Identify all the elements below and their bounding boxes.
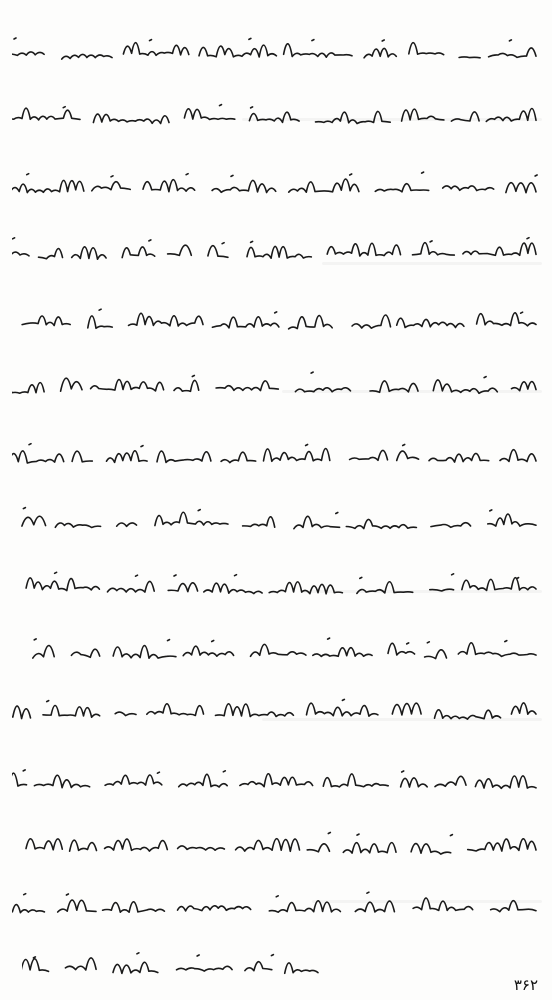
handwritten-word (375, 184, 428, 192)
diacritic-dot (402, 771, 404, 772)
handwritten-word (147, 704, 204, 716)
manuscript-line (12, 95, 540, 125)
handwritten-word (88, 316, 113, 328)
diacritic-dot (141, 446, 143, 447)
handwritten-word (468, 839, 536, 851)
handwritten-word (413, 243, 455, 255)
diacritic-dot (403, 445, 405, 446)
handwritten-word (486, 109, 536, 122)
diacritic-dot (192, 376, 194, 377)
diacritic-dot (505, 641, 507, 642)
handwritten-word (107, 451, 148, 463)
diacritic-dot (306, 445, 308, 446)
handwritten-word (221, 452, 256, 462)
handwritten-word (177, 966, 233, 971)
handwritten-word (289, 179, 359, 192)
handwritten-word (12, 108, 80, 120)
handwritten-word (289, 316, 333, 329)
diacritic-dot (235, 575, 237, 576)
diacritic-dot (521, 312, 523, 313)
handwritten-word (43, 705, 100, 717)
handwritten-word (12, 773, 27, 786)
diacritic-dot (198, 510, 200, 511)
handwritten-word (123, 43, 188, 56)
diacritic-dot (357, 834, 359, 835)
handwritten-word (357, 582, 413, 594)
handwritten-word (251, 644, 306, 656)
handwritten-word (178, 906, 251, 911)
diacritic-dot (27, 174, 29, 175)
handwritten-word (212, 317, 279, 328)
handwritten-word (355, 901, 394, 912)
handwritten-word (26, 578, 99, 591)
diacritic-dot (197, 955, 199, 956)
handwritten-word (392, 703, 421, 715)
diacritic-dot (509, 40, 511, 41)
handwritten-word (491, 901, 536, 912)
handwritten-word (12, 451, 64, 463)
diacritic-dot (342, 699, 344, 700)
diacritic-dot (312, 40, 314, 41)
handwritten-word (249, 112, 299, 122)
handwritten-word (113, 646, 176, 659)
handwritten-word (397, 451, 419, 460)
diacritic-dot (222, 243, 224, 244)
diacritic-dot (249, 38, 251, 39)
diacritic-dot (276, 896, 278, 897)
handwritten-word (435, 710, 501, 719)
handwritten-word (352, 315, 390, 328)
diacritic-dot (23, 770, 25, 771)
manuscript-line (12, 690, 540, 720)
handwritten-word (409, 43, 444, 55)
handwritten-word (155, 512, 228, 525)
handwritten-word (71, 649, 99, 657)
handwritten-word (506, 183, 536, 193)
diacritic-dot (63, 107, 65, 108)
handwritten-word (103, 902, 165, 912)
diacritic-dot (452, 574, 454, 575)
handwritten-word (431, 523, 471, 528)
handwritten-word (243, 517, 275, 527)
handwritten-word (264, 449, 330, 462)
handwritten-word (174, 380, 199, 391)
handwritten-word (364, 48, 396, 57)
handwritten-word (93, 114, 169, 123)
handwritten-word (184, 109, 234, 120)
handwritten-word (247, 246, 311, 258)
diacritic-dot (34, 639, 36, 640)
handwritten-word (430, 589, 454, 591)
handwritten-word (294, 516, 340, 528)
handwritten-word (245, 962, 272, 971)
diacritic-dot (33, 957, 35, 958)
handwritten-word (343, 843, 396, 853)
diacritic-dot (66, 894, 68, 895)
handwritten-word (489, 48, 536, 57)
handwritten-word (475, 776, 536, 788)
page-number: ۳۶۲ (513, 976, 538, 994)
handwritten-word (462, 578, 536, 591)
diacritic-dot (422, 172, 424, 173)
manuscript-line (12, 30, 540, 60)
manuscript-line (12, 300, 540, 330)
diacritic-dot (24, 894, 26, 895)
handwritten-word (108, 581, 155, 592)
diacritic-dot (150, 40, 152, 41)
handwritten-word (105, 775, 162, 785)
diacritic-dot (23, 508, 25, 509)
handwritten-word (183, 646, 233, 656)
handwritten-word (12, 180, 84, 192)
diacritic-dot (450, 835, 452, 836)
handwritten-word (459, 57, 480, 58)
diacritic-dot (275, 312, 277, 313)
diacritic-dot (136, 575, 138, 576)
handwritten-word (512, 382, 537, 391)
handwritten-word (285, 963, 318, 973)
diacritic-dot (251, 241, 253, 242)
handwritten-word (216, 704, 294, 717)
diacritic-dot (174, 575, 176, 576)
diacritic-dot (311, 372, 313, 373)
diacritic-dot (407, 643, 409, 644)
manuscript-line (12, 630, 540, 660)
handwritten-word (65, 958, 96, 970)
handwritten-word (58, 900, 96, 912)
diacritic-dot (484, 377, 486, 378)
handwritten-word (284, 44, 352, 57)
handwritten-word (12, 380, 44, 393)
handwritten-word (316, 111, 391, 123)
diacritic-dot (427, 642, 429, 643)
handwritten-word (500, 450, 536, 462)
handwritten-word (327, 243, 400, 256)
handwritten-word (443, 186, 494, 191)
diacritic-dot (168, 640, 170, 641)
handwritten-word (451, 112, 479, 121)
handwritten-word (511, 703, 536, 714)
diacritic-dot (527, 238, 529, 239)
diacritic-dot (212, 641, 214, 642)
handwritten-word (346, 519, 416, 528)
handwritten-word (115, 712, 136, 716)
diacritic-dot (220, 105, 222, 106)
handwritten-word (12, 51, 44, 56)
handwritten-word (433, 380, 497, 393)
handwritten-word (269, 582, 342, 594)
diacritic-dot (535, 175, 537, 176)
manuscript-line (12, 760, 540, 790)
manuscript-line (12, 565, 540, 595)
handwritten-word (397, 318, 464, 327)
diacritic-dot (99, 309, 101, 310)
handwritten-word (458, 643, 536, 657)
handwritten-word (370, 381, 418, 392)
handwritten-word (307, 844, 329, 852)
diacritic-dot (111, 176, 113, 177)
handwritten-word (157, 451, 211, 462)
diacritic-dot (14, 38, 16, 39)
handwritten-word (22, 516, 46, 526)
handwritten-word (212, 180, 276, 192)
handwritten-word (429, 453, 489, 462)
handwritten-word (199, 45, 276, 57)
handwritten-word (105, 839, 168, 851)
diacritic-dot (328, 833, 330, 834)
handwritten-word (22, 316, 70, 326)
handwritten-word (307, 703, 378, 716)
handwritten-word (269, 901, 340, 912)
diacritic-dot (367, 892, 369, 893)
handwritten-word (61, 378, 82, 391)
handwritten-word (55, 523, 100, 527)
diacritic-dot (55, 572, 57, 573)
handwritten-word (26, 839, 62, 850)
diacritic-dot (251, 107, 253, 108)
manuscript-line (12, 165, 540, 195)
handwritten-word (91, 380, 164, 391)
handwritten-word (295, 388, 350, 392)
handwritten-word (129, 313, 204, 326)
handwritten-word (72, 451, 92, 462)
handwritten-word (323, 774, 388, 787)
diacritic-dot (360, 577, 362, 578)
handwritten-word (178, 846, 225, 850)
manuscript-line (12, 435, 540, 465)
diacritic-dot (430, 241, 432, 242)
handwritten-word (179, 774, 228, 787)
manuscript-line (22, 945, 322, 975)
handwritten-word (240, 774, 313, 787)
handwritten-word (350, 450, 388, 460)
handwritten-word (477, 313, 536, 326)
manuscript-line (12, 825, 540, 855)
manuscript-line (12, 230, 540, 260)
diacritic-dot (13, 238, 15, 239)
handwritten-word (168, 245, 192, 255)
diacritic-dot (350, 174, 352, 175)
handwritten-word (12, 905, 44, 914)
handwritten-word (313, 648, 372, 657)
handwritten-word (208, 246, 228, 258)
handwritten-word (488, 514, 536, 526)
handwritten-word (463, 243, 536, 255)
handwritten-word (435, 776, 466, 786)
manuscript-line (12, 365, 540, 395)
diacritic-dot (47, 701, 49, 702)
diacritic-dot (328, 638, 330, 639)
diacritic-dot (149, 240, 151, 241)
handwritten-word (70, 840, 97, 851)
handwritten-word (204, 583, 262, 593)
handwritten-word (12, 706, 31, 719)
handwritten-word (72, 247, 106, 259)
diacritic-dot (517, 578, 519, 579)
diacritic-dot (271, 955, 273, 956)
diacritic-dot (231, 175, 233, 176)
handwritten-word (401, 778, 428, 787)
manuscript-line (12, 885, 540, 915)
diacritic-dot (157, 772, 159, 773)
handwritten-word (425, 650, 447, 659)
diacritic-dot (490, 510, 492, 511)
handwritten-word (168, 583, 197, 592)
handwritten-word (402, 109, 444, 121)
diacritic-dot (336, 513, 338, 514)
diacritic-dot (137, 953, 139, 954)
handwritten-word (22, 959, 49, 972)
manuscript-line (12, 500, 540, 530)
handwritten-word (34, 775, 89, 787)
handwritten-word (388, 643, 415, 655)
handwritten-word (39, 249, 63, 259)
handwritten-word (113, 962, 158, 973)
handwritten-word (122, 247, 155, 258)
diacritic-dot (382, 40, 384, 41)
handwritten-word (62, 54, 112, 59)
handwritten-word (33, 646, 54, 659)
handwritten-word (216, 381, 278, 391)
handwritten-word (143, 180, 195, 192)
diacritic-dot (223, 771, 225, 772)
diacritic-dot (186, 174, 188, 175)
handwritten-word (236, 839, 300, 852)
handwritten-word (411, 844, 451, 855)
handwritten-word (413, 898, 473, 910)
handwritten-word (12, 252, 29, 256)
diacritic-dot (29, 444, 31, 445)
handwritten-word (117, 523, 137, 526)
handwritten-word (92, 182, 130, 191)
